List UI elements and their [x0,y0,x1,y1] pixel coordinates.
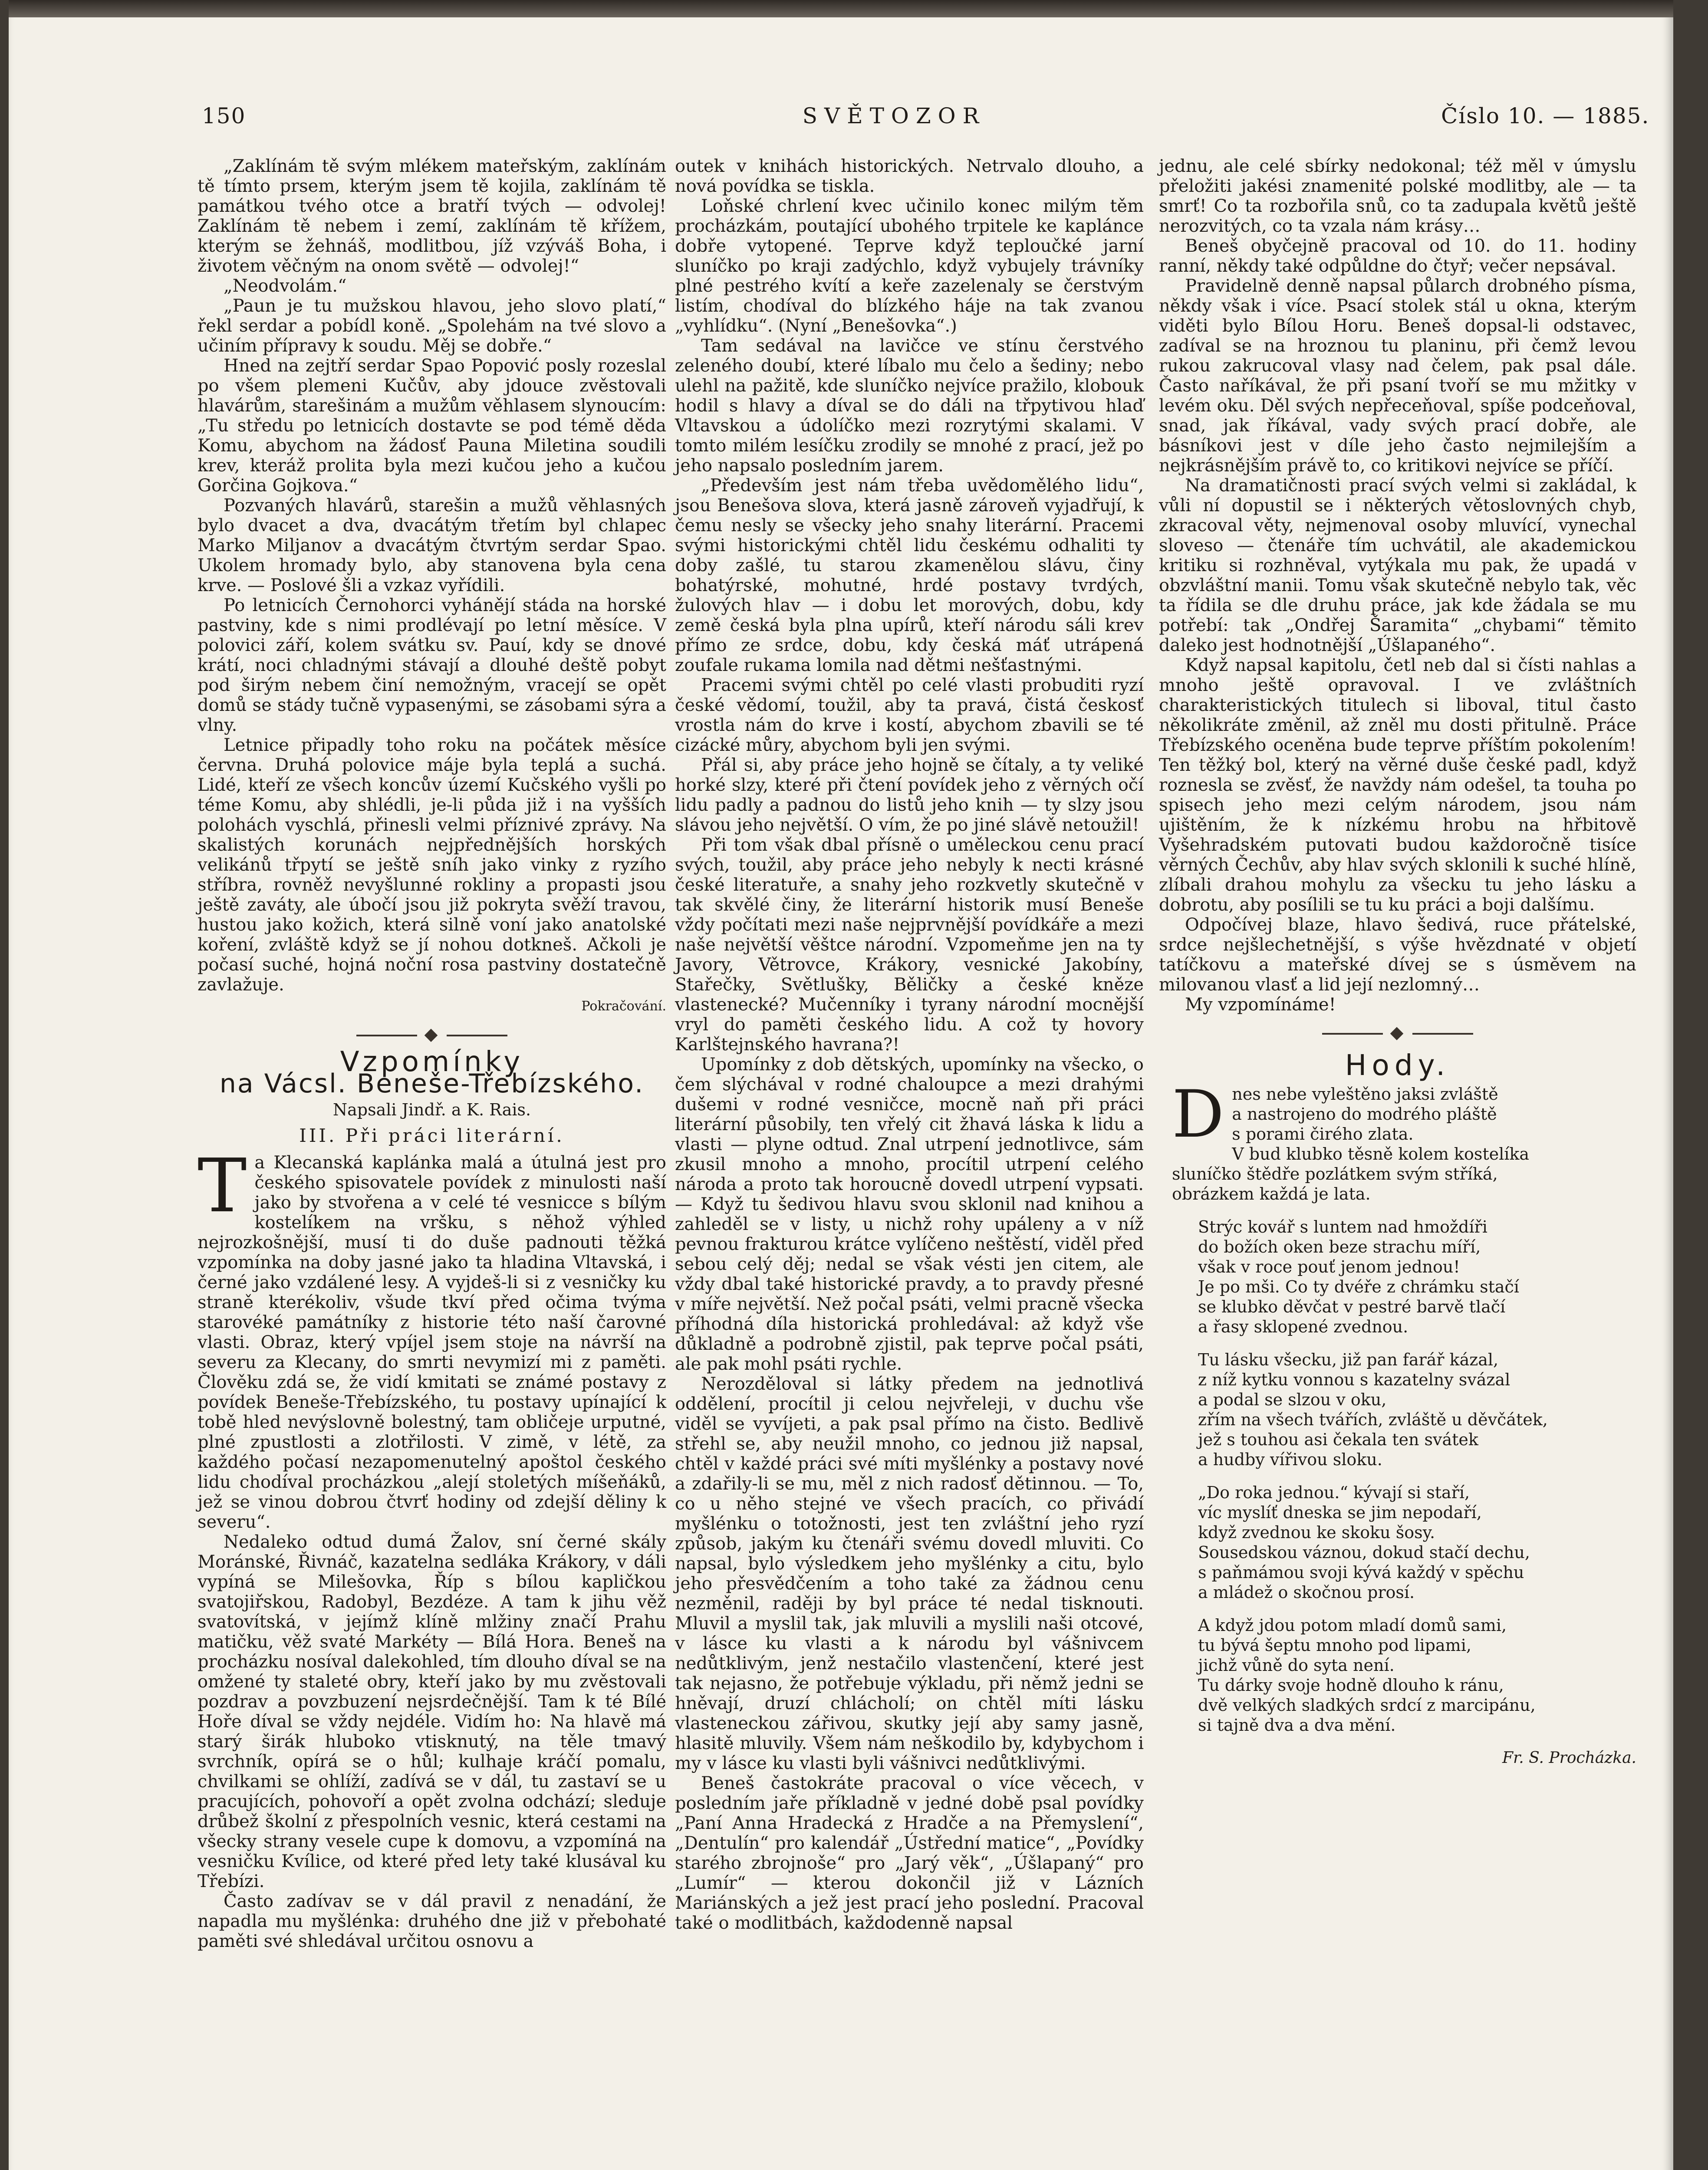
paragraph: Když napsal kapitolu, četl neb dal si čísti nahlas a mnoho ještě opravoval. I ve zvláštních charakteristických titulech si liboval, titul často několikráte změnil, až zněl mu dosti přitulně. Práce Třebízského oceněna bude teprve příštím pokolením! Ten těžký bol, který na věrné duše české padl, když roznesla se zvěsť, že navždy nám odešel, ta touha po spisech jeho mezi celým národem, jsou nám ujištěním, že k nízkému hrobu na hřbitově Vyšehradském putovati budou každoročně tisíce věrných Čechův, aby hlav svých sklonili k suché hlíně, zlíbali drahou mohylu za všecku tu jeho lásku a dobrotu, aby posílili se tu ku práci a boji dalšímu. [1159,655,1636,915]
poem-line: do božích oken beze strachu míří, [1198,1237,1481,1256]
poem-stanza [1198,1217,1636,1337]
poem-line: „Do roka jednou.“ kývají si staří, [1198,1483,1470,1502]
paragraph: „Neodvolám.“ [224,276,347,296]
paragraph: Pracemi svými chtěl po celé vlasti probuditi ryzí české vědomí, toužil, aby ta pravá, čistá českosť vrostla nám do krve i kostí, abychom zbavili se té cizácké můry, abychom byli jen svými. [675,675,1144,755]
paragraph: Letnice připadly toho roku na počátek měsíce června. Druhá polovice máje byla teplá a suchá. Lidé, kteří ze všech koncův území Kučského vyšli po téme Komu, aby shlédli, je-li půda již i na vyšších polohách vyschlá, přinesli velmi příznivé zprávy. Na skalistých korunách nejpřednějších horských velikánů třpytí se ještě sníh jako vinky z ryzího stříbra, rovněž nevyšlunné rokliny a propasti jsou ještě zaváty, ale úbočí jsou již pokryta svěží travou, hustou jako kožich, která silně voní jako anatolské koření, zvláště když se jí nohou dotkneš. Ačkoli je počasí suché, hojná noční rosa pastviny dostatečně zavlažuje. [197,735,666,995]
poem-stanza [1198,1483,1636,1602]
article-title: Vzpomínky [340,1046,524,1078]
poem-line: víc myslíť dneska se jim nepodaří, [1198,1503,1482,1522]
paragraph: Upomínky z dob dětských, upomínky na všecko, o čem slýchával v rodné chaloupce a mezi drahými dušemi v rodné vesničce, mocně naň při práci literární působily, ten vřelý cit žhavá láska k lidu a vlasti — plyne odtud. Znal utrpení jednotlivce, sám zkusil mnoho a mnoho, procítil utrpení celého národa a proto tak horoucně dovedl utrpení vypsati. — Když tu šedivou hlavu svou sklonil nad knihou a zahleděl se v listy, u nichž rohy upáleny a v níž pevnou frakturou krátce vylíčeno neštěstí, viděl před sebou celý děj; nedal se však vésti jen citem, ale vždy dbal také historické pravdy, a to pravdy přesné v míře největší. Než počal psáti, velmi pracně všecka příhodná díla historická prohledával: až když vše důkladně a podrobně zjistil, pak teprve počal psáti, ale pak mohl psáti rychle. [675,1055,1144,1374]
paragraph: Odpočívej blaze, hlavo šedivá, ruce přátelské, srdce nejšlechetnější, s výše hvězdnaté v objetí tatíčkovu a mateřské dívej se s úsměvem na milovanou vlasť a lid její nezlomný… [1159,915,1636,995]
poem-stanza [1198,1615,1636,1735]
poem-line: A když jdou potom mladí domů sami, [1198,1616,1507,1635]
poem-line: si tajně dva a dva mění. [1198,1716,1396,1735]
paragraph: Beneš častokráte pracoval o více věcech, v posledním jaře příkladně v jedné době psal povídky „Paní Anna Hradecká z Hradče a na Přemyslení“, „Dentulín“ pro kalendář „Ústřední matice“, „Povídky starého zbrojnoše“ pro „Jarý věk“, „Úšlapaný“ pro „Lumír“ — kterou dokončil již v Lázních Mariánských a jež jest prací jeho poslední. Pracoval také o modlitbách, každodenně napsal [675,1773,1144,1933]
poem-line: a mládež o skočnou prosí. [1198,1583,1415,1602]
poem-line: když zvednou ke skoku šosy. [1198,1523,1435,1542]
poem-line: Je po mši. Co ty dvéře z chrámku stačí [1198,1277,1519,1296]
poem-line: jichž vůně do syta není. [1198,1656,1395,1675]
paragraph: jednu, ale celé sbírky nedokonal; též měl v úmyslu přeložiti jakési znamenité polské modlitby, ale — ta smrť! Co ta rozbořila snů, co ta zadupala květů ještě nerozvitých, co ta vzala nám krásy… [1159,156,1636,236]
paragraph: „Paun je tu mužskou hlavou, jeho slovo platí,“ řekl serdar a pobídl koně. „Spolehám na tvé slovo a učiním přípravy k soudu. Měj se dobře.“ [197,296,666,356]
poem-signature: Fr. S. Procházka. [1502,1749,1636,1767]
poem-line: a podal se slzou v oku, [1198,1390,1387,1409]
poem-line: se klubko děvčat v pestré barvě tlačí [1198,1297,1506,1316]
poem-line: však v roce pouť jenom jednou! [1198,1257,1460,1276]
paragraph: Často zadívav se v dál pravil z nenadání, že napadla mu myšlénka: druhého dne již v přebohaté paměti své shledával určitou osnovu a [197,1891,666,1951]
section-heading: III. Při práci literární. [299,1125,565,1146]
poem-line: obrázkem každá je lata. [1172,1184,1371,1203]
poem-line: z níž kytku vonnou s kazatelny svázal [1198,1370,1511,1389]
paragraph: Ta Klecanská kaplánka malá a útulná jest pro českého spisovatele povídek z minulosti naší jako by stvořena a v celé té vesnicce s bílým kostelíkem na vršku, s něhož výhled nejrozkošnější, musí ti do duše padnouti těžká vzpomínka na doby jasné jako ta hladina Vltavská, i černé jako vzdálené lesy. A vyjdeš-li si z vesničky ku straně kterékoliv, všude tkví před očima tvýma starovéké památníky z historie této naší čarovné vlasti. Obraz, který vpíjel jsem stoje na návrší na severu za Klecany, do smrti nevymizí mi z paměti. Člověku zdá se, že vidí kmitati se známé postavy z povídek Beneše-Třebízského, tu postavy upínající k tobě hled nevýslovně bolestný, tam obličeje urputné, plné zpustlosti a zlotřilosti. V zimě, v létě, za každého počasí nezapomenutelný apoštol českého lidu chodíval procházkou „alejí stoletých míšeňáků, jež se vinou dobrou čtvrť hodiny od zdejší děliny k severu“. [197,1143,666,1532]
divider-ornament: ◆ [197,1024,666,1044]
poem-line: s paňmámou svoji kývá každý v spěchu [1198,1563,1524,1582]
poem-line: tu bývá šeptu mnoho pod lipami, [1198,1636,1471,1655]
divider-ornament: ◆ [1159,1023,1636,1042]
article-subtitle: na Vácsl. Beneše-Třebízského. [219,1069,645,1099]
poem-title: Hody. [1345,1049,1451,1082]
paragraph: Beneš obyčejně pracoval od 10. do 11. hodiny ranní, někdy také odpůldne do čtyř; večer nepsával. [1159,236,1636,276]
poem-line: s porami čirého zlata. [1232,1124,1414,1144]
paragraph: Loňské chrlení kvec učinilo konec milým těm procházkám, poutající ubohého trpitele ke kaplánce dobře vytopené. Teprve když teploučké jarní sluníčko po kraji zadýchlo, když vybujely trávníky plné pestrého kvítí a keře zazelenaly se čerstvým listím, chodíval do blízkého háje na tak zvanou „vyhlídku“. (Nyní „Benešovka“.) [675,196,1144,336]
poem-line: V bud klubko těsně kolem kostelíka [1232,1144,1530,1164]
poem-line: Tu dárky svoje hodně dlouho k ránu, [1198,1676,1504,1695]
paragraph: Tam sedával na lavičce ve stínu čerstvého zeleného doubí, které líbalo mu čelo a šediny; nebo ulehl na pažitě, kde sluníčko nejvíce pražilo, klobouk hodil s hlavy a díval se do dáli na třpytivou hlaď Vltavskou a údolíčko mezi rozrytými skalami. V tomto milém lesíčku zrodily se mnohé z prací, jež po jeho napsalo posledním jarem. [675,336,1144,476]
paragraph: Přál si, aby práce jeho hojně se čítaly, a ty veliké horké slzy, které při čtení povídek jeho z věrných očí lidu padly a padnou do listů jeho knih — ty slzy jsou slávou jeho největší. O vím, že po jiné slávě netoužil! [675,755,1144,835]
poem-stanza [1198,1350,1636,1470]
byline: Napsali Jindř. a K. Rais. [332,1100,531,1119]
paragraph: Na dramatičnosti prací svých velmi si zakládal, k vůli ní dopustil se i některých větoslovných chyb, zkracoval věty, nejmenoval osoby mluvící, vynechal sloveso — čtenáře tím uchvátil, ale akademickou kritiku si rozhněval, vytýkala mu pak, že upadá v obzvláštní manii. Tomu však skutečně nebylo tak, věc ta řídila se dle druhu práce, jak kde žádala se mu potřebí: tak „Ondřej Šaramita“ „chybami“ těmito daleko jest hodnotnější „Úšlapaného“. [1159,476,1636,655]
page-number: 150 [202,103,246,128]
paragraph: Pozvaných hlavárů, starešin a mužů věhlasných bylo dvacet a dva, dvacátým třetím byl chlapec Marko Miljanov a dvacátým čtvrtým serdar Spao. Ukolem hromady bylo, aby stanovena byla cena krve. — Poslové šli a vzkaz vyřídili. [197,496,666,595]
poem-line: a nastrojeno do modrého pláště [1232,1105,1497,1124]
paragraph: Pravidelně denně napsal půlarch drobného písma, někdy však i více. Psací stolek stál u okna, kterým viděti bylo Bílou Horu. Beneš dopsal-li odstavec, zadíval se na hroznou tu planinu, při čemž levou rukou zakrucoval vlasy nad čelem, pak psal dále. Často naříkával, že při psaní tvoří se mu mžitky v levém oku. Děl svých nepřeceňoval, spíše podceňoval, snad, jak říkával, vady svých prací dobře, ale básníkovi jest v díle jeho často nejmilejším a nejkrásnějším právě to, co kritikovi nejvíce se příčí. [1159,276,1636,476]
binding-edge [9,0,1673,17]
continued-note: Pokračování. [581,999,666,1014]
paragraph: Nerozděloval si látky předem na jednotlivá oddělení, procítil ji celou nejvřeleji, v duchu vše viděl se vyvíjeti, a pak psal přímo na čisto. Bedlivě střehl se, aby neužil mnoho, co jednou již napsal, chtěl v každé práci své míti myšlénky a postavy nové a zdařily-li se mu, měl z nich radosť dětinnou. — To, co u něho stejné ve všech pracích, co přivádí myšlénku o totožnosti, jest ten zvláštní jeho ryzí způsob, jakým ku čtenáři svému dovedl mluviti. Co napsal, bylo výsledkem jeho myšlénky a citu, bylo jeho přesvědčením a toho také za žádnou cenu nezměnil, raději by byl práce té nedal tisknouti. Mluvil a myslil tak, jak mluvili a myslili naši otcové, v lásce ku vlasti a k národu byl vášnivcem nedůtklivým, jenž nestačilo vlastenčení, které jest tak nejasno, že potřebuje výkladu, při němž jedni se hněvají, druzí chlácholí; on chtěl míti lásku vlasteneckou zářivou, skutky její aby samy jasně, hlasitě mluvily. Všem nám neškodilo by, kdybychom i my v lásce ku vlasti byli vášnivci nedůtklivými. [675,1374,1144,1773]
poem-line: Strýc kovář s luntem nad hmoždíři [1198,1217,1488,1236]
paragraph: Nedaleko odtud dumá Žalov, sní černé skály Moránské, Řivnáč, kazatelna sedláka Krákory, v dáli vypíná se Milešovka, Říp s bílou kapličkou svatojiřskou, Radobyl, Bezdéze. A tam k jihu věž svatovítská, v jejímž klíně mlžiny značí Prahu matičku, věž svaté Markéty — Bílá Hora. Beneš na procházku nosíval dalekohled, tím dlouho díval se na omžené ty staleté obry, kteří jako by mu zvěstovali pozdrav a povzbuzení nejsrdečnější. Tam k té Bílé Hoře díval se vždy nejdéle. Vidím ho: Na hlavě má starý širák hluboko vtisknutý, na těle tmavý svrchník, opírá se o hůl; kulhaje kráčí pomalu, chvilkami se ohlíží, zadívá se v dál, tu zastaví se u pracujících, pohovoří a opět zvolna odchází; sleduje drůbež školní z přespolních vesnic, která cestami na všecky strany vesele cupe k domovu, a vzpomíná na vesničku Kvílice, od které před lety také klusával ku Třebízi. [197,1532,666,1891]
poem-line: dvě velkých sladkých srdcí z marcipánu, [1198,1696,1536,1715]
poem-line: zřím na všech tvářích, zvláště u děvčátek, [1198,1410,1548,1429]
drop-cap: T [197,1143,247,1229]
poem-line: sluníčko štědře pozlátkem svým stříká, [1172,1164,1498,1184]
poem-line: nes nebe vyleštěno jaksi zvláště [1232,1085,1498,1104]
paragraph: outek v knihách historických. Netrvalo dlouho, a nová povídka se tiskla. [675,156,1144,196]
magazine-title: SVĚTOZOR [802,103,986,128]
column-3 [1159,156,1636,1768]
column-2 [675,156,1144,1933]
poem-line: Tu lásku všecku, již pan farář kázal, [1198,1350,1499,1369]
paragraph: „Především jest nám třeba uvědomělého lidu“, jsou Benešova slova, která jasně zároveň vyjadřují, k čemu nesly se všecky jeho snahy literární. Pracemi svými historickými chtěl lidu českému odhaliti ty doby zašlé, tu starou zkamenělou slávu, činy bohatýrské, mohutné, hrdé postavy tvrdých, žulových hlav — i dobu let morových, dobu, kdy země česká byla plna upírů, kteří národu sáli krev přímo ze srdce, dobu, kdy česká máť utrápená zoufale rukama lomila nad dětmi nešťastnými. [675,476,1144,675]
paragraph: My vzpomínáme! [1185,995,1336,1015]
paragraph: Po letnicích Černohorci vyhánějí stáda na horské pastviny, kde s nimi prodlévají po letní měsíce. V polovici září, kolem svátku sv. Pauí, kdy se dnové krátí, noci chladnými stávají a dlouhé deště pobyt pod širým nebem činí nemožným, vracejí se opět domů se stády tučně vypasenými, se zásobami sýra a vlny. [197,595,666,735]
paragraph: Hned na zejtří serdar Spao Popović posly rozeslal po všem plemeni Kučův, aby jdouce zvěstovali hlavárům, starešinám a mužům věhlasem slynoucím: „Tu středu po letnicích dostavte se pod témě děda Komu, abychom na žádosť Pauna Miletina soudili krev, kteráž prolita byla mezi kučou jeho a kučou Gorčina Gojkova.“ [197,356,666,496]
poem-line: a hudby vířivou sloku. [1198,1450,1382,1469]
poem-line: jež s touhou asi čekala ten svátek [1198,1430,1478,1449]
poem-line: Sousedskou váznou, dokud stačí dechu, [1198,1543,1530,1562]
column-1 [197,156,666,1951]
magazine-page [9,0,1673,2170]
poem-line: a řasy sklopené zvednou. [1198,1317,1409,1336]
issue-label: Číslo 10. — 1885. [1441,103,1650,128]
paragraph: „Zaklínám tě svým mlékem mateřským, zaklínám tě tímto prsem, kterým jsem tě kojila, zaklínám tě památkou tvého otce a bratří tvých — odvolej! Zaklínám tě nebem i zemí, zaklínám tě křížem, kterým se žehnáš, modlitbou, jíž vzýváš Boha, i životem věčným na onom světě — odvolej!“ [197,156,666,276]
poem-stanza [1172,1077,1636,1204]
paragraph: Při tom však dbal přísně o uměleckou cenu prací svých, toužil, aby práce jeho nebyly k necti krásné české literatuře, a snahy jeho rozkvetly skutečně v tak skvělé činy, že literární historik musí Beneše vždy počítati mezi naše nejprvnější povídkáře a mezi naše největší věštce národní. Vzpomeňme jen na ty Javory, Větrovce, Krákory, vesnické Jakobíny, Stařečky, Světlušky, Běličky a české kněze vlastenecké? Mučenníky i tyrany národní mocnější vryl do paměti českého lidu. A což ty hovory Karlštejnského havrana?! [675,835,1144,1055]
poem-drop-cap: D [1172,1077,1224,1152]
